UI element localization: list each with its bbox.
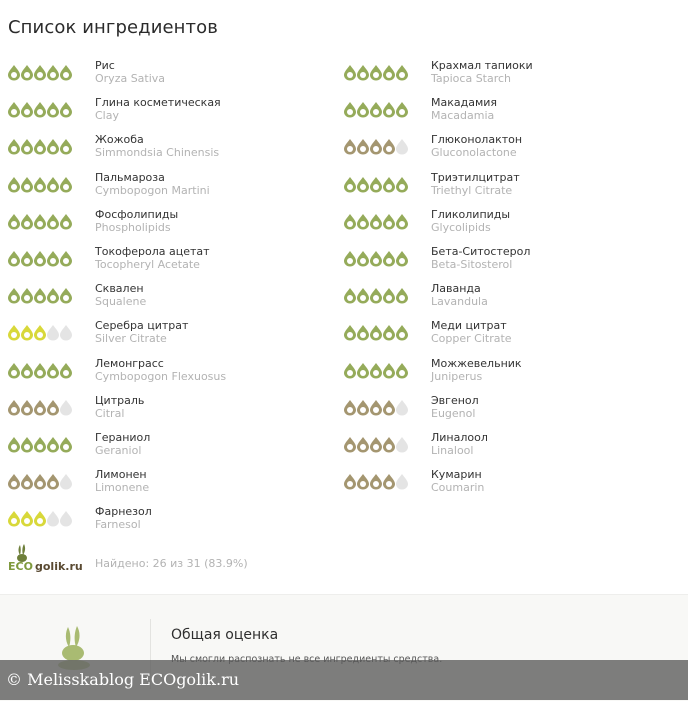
ingredient-item[interactable] [8,245,338,282]
drop-highlight [50,481,56,487]
drop-highlight [63,370,69,376]
ingredient-names [95,59,165,85]
drop-highlight [347,146,353,152]
ingredient-name-latin: Simmondsia Chinensis [95,146,220,160]
drop-highlight [11,332,17,338]
safety-rating [344,250,408,267]
ingredient-item[interactable] [8,208,338,245]
ingredient-item[interactable] [8,96,338,133]
ingredient-item[interactable] [8,59,338,96]
ingredient-name-latin: Eugenol [431,406,476,420]
ingredient-name-ru: Крахмал тапиоки [431,59,533,72]
drop-highlight [37,295,43,301]
safety-rating [344,324,408,341]
ingredient-name-latin: Phospholipids [95,220,171,234]
drop-highlight [360,109,366,115]
drop-highlight [360,221,366,227]
drop-highlight [347,481,353,487]
drop-highlight [11,184,17,190]
drop-highlight [373,444,379,450]
drop-highlight [360,184,366,190]
safety-rating [344,213,408,230]
drop-highlight [50,407,56,413]
ingredient-name-latin: Cymbopogon Martini [95,183,210,197]
drop-highlight [399,370,405,376]
ingredient-item[interactable] [344,133,674,170]
ingredient-name-ru: Линалоол [431,430,488,444]
drop-highlight [347,444,353,450]
ingredient-name-latin: Oryza Sativa [95,72,166,85]
drop-highlight [50,109,56,115]
drop-highlight [24,72,30,78]
ingredient-name-latin: Tapioca Starch [431,72,512,85]
drop-highlight [37,481,43,487]
ingredient-name-ru: Триэтилцитрат [431,170,520,184]
drop-icon [47,325,59,341]
drop-highlight [360,444,366,450]
ingredient-names [431,468,484,494]
drop-highlight [347,221,353,227]
drop-highlight [63,444,69,450]
drop-highlight [24,332,30,338]
drop-highlight [360,258,366,264]
ingredient-name-latin: Macadamia [431,109,495,123]
drop-highlight [386,481,392,487]
drop-highlight [50,258,56,264]
safety-rating [8,287,72,304]
ingredient-names [95,133,219,159]
svg-text:golik.ru: golik.ru [35,560,83,573]
drop-highlight [399,184,405,190]
drop-highlight [63,184,69,190]
safety-rating [8,324,72,341]
safety-rating [8,250,72,267]
ingredient-item[interactable] [344,431,674,468]
ingredient-names [95,468,149,494]
drop-highlight [386,295,392,301]
drop-icon [60,325,72,341]
ingredient-name-ru: Глюконолактон [431,133,523,147]
ingredient-item[interactable] [344,245,674,282]
ingredient-names [431,319,512,345]
drop-highlight [37,518,43,524]
ingredient-item[interactable] [344,282,674,319]
drop-highlight [11,258,17,264]
safety-rating [344,176,408,193]
ingredient-name-latin: Juniperus [431,369,483,383]
ingredient-name-latin: Farnesol [95,518,141,532]
ingredients-column-left [8,59,338,542]
drop-highlight [373,258,379,264]
ingredient-item[interactable] [8,282,338,319]
ingredients-column-right [344,59,674,505]
ingredient-item[interactable] [8,357,338,394]
ingredient-item[interactable] [8,394,338,431]
drop-highlight [386,332,392,338]
drop-highlight [37,72,43,78]
ingredient-item[interactable] [8,431,338,468]
drop-highlight [63,258,69,264]
ingredient-names [431,357,522,383]
drop-highlight [37,146,43,152]
drop-highlight [386,221,392,227]
ingredient-name-ru: Глина косметическая [95,96,221,110]
ingredient-names [431,394,479,420]
results-footer [8,543,338,573]
drop-highlight [11,109,17,115]
drop-highlight [63,146,69,152]
ingredient-name-ru: Можжевельник [431,356,522,370]
ingredient-names [431,245,530,271]
safety-rating [8,64,72,81]
ingredient-names [95,319,188,345]
drop-highlight [24,184,30,190]
ingredient-name-ru: Фарнезол [95,505,152,519]
drop-highlight [373,184,379,190]
svg-text:ECO: ECO [8,560,33,573]
drop-highlight [50,146,56,152]
drop-highlight [50,72,56,78]
drop-highlight [373,407,379,413]
ingredient-item[interactable] [8,505,338,542]
ingredient-item[interactable] [344,468,674,505]
ingredient-name-latin: Lavandula [431,295,488,309]
drop-highlight [11,146,17,152]
ingredient-name-ru: Лимонен [95,468,147,482]
drop-highlight [386,72,392,78]
ingredient-names [95,505,152,531]
ingredient-name-ru: Рис [95,59,115,72]
ingredient-name-latin: Limonene [95,481,150,495]
drop-highlight [37,109,43,115]
drop-highlight [11,481,17,487]
drop-highlight [386,407,392,413]
drop-highlight [347,72,353,78]
ingredient-name-latin: Cymbopogon Flexuosus [95,369,227,383]
drop-highlight [373,481,379,487]
ingredient-names [431,282,488,308]
ingredient-name-ru: Серебра цитрат [95,319,189,333]
drop-highlight [11,295,17,301]
drop-icon [60,511,72,527]
ingredient-names [431,431,488,457]
safety-rating [344,287,408,304]
ingredient-item[interactable] [344,171,674,208]
ingredient-name-latin: Clay [95,109,119,123]
drop-highlight [50,444,56,450]
drop-highlight [399,221,405,227]
drop-highlight [37,444,43,450]
ingredient-names [95,96,221,122]
drop-highlight [373,109,379,115]
safety-rating [344,101,408,118]
drop-highlight [24,109,30,115]
ingredient-item[interactable] [8,133,338,170]
drop-highlight [11,518,17,524]
ingredient-item[interactable] [344,357,674,394]
ingredient-names [431,59,533,85]
ingredient-name-ru: Сквален [95,282,144,296]
ingredient-name-latin: Geraniol [95,443,142,457]
drop-highlight [37,221,43,227]
ingredient-name-ru: Меди цитрат [431,319,507,333]
watermark-text: © Melisskablog ECOgolik.ru [6,670,240,689]
drop-icon [396,437,408,453]
drop-highlight [347,332,353,338]
ingredient-item[interactable] [8,319,338,356]
drop-highlight [11,407,17,413]
drop-highlight [373,221,379,227]
drop-highlight [360,295,366,301]
ingredient-names [95,431,150,457]
safety-rating [344,362,408,379]
ingredient-name-latin: Beta-Sitosterol [431,257,513,271]
safety-rating [8,399,72,416]
drop-highlight [399,332,405,338]
drop-icon [60,474,72,490]
drop-highlight [399,295,405,301]
drop-highlight [37,332,43,338]
drop-highlight [386,146,392,152]
drop-highlight [373,332,379,338]
ingredient-name-ru: Эвгенол [431,393,479,407]
ingredient-item[interactable] [344,96,674,133]
drop-highlight [373,72,379,78]
ingredient-name-ru: Токоферола ацетат [95,244,210,258]
summary-title: Общая оценка [171,627,279,643]
found-count: Найдено: 26 из 31 (83.9%) [95,557,248,570]
drop-highlight [24,146,30,152]
ingredient-name-ru: Макадамия [431,96,498,110]
safety-rating [8,473,72,490]
drop-icon [396,474,408,490]
drop-highlight [399,72,405,78]
ingredient-name-ru: Гликолипиды [431,207,511,221]
ingredient-names [431,96,497,122]
drop-highlight [24,258,30,264]
drop-highlight [347,109,353,115]
ingredient-names [95,282,146,308]
drop-highlight [24,518,30,524]
safety-rating [344,64,408,81]
ingredient-names [95,394,144,420]
ingredient-name-ru: Фосфолипиды [95,207,179,221]
ingredient-name-ru: Лаванда [431,282,481,296]
drop-highlight [360,407,366,413]
ingredient-name-ru: Бета-Ситостерол [431,244,531,258]
safety-rating [344,138,408,155]
drop-highlight [37,407,43,413]
ingredient-names [431,133,522,159]
drop-highlight [386,370,392,376]
drop-highlight [24,370,30,376]
ingredient-names [431,171,520,197]
drop-highlight [347,370,353,376]
ingredient-item[interactable] [8,171,338,208]
drop-highlight [24,444,30,450]
safety-rating [8,138,72,155]
drop-highlight [347,258,353,264]
drop-highlight [373,370,379,376]
ingredient-name-latin: Silver Citrate [95,332,167,346]
safety-rating [8,213,72,230]
ingredient-name-ru: Жожоба [95,133,144,147]
ingredient-name-ru: Цитраль [95,393,145,407]
ingredient-item[interactable] [344,319,674,356]
ingredient-name-latin: Tocopheryl Acetate [95,257,200,271]
ingredient-item[interactable] [344,208,674,245]
drop-highlight [347,295,353,301]
drop-highlight [360,481,366,487]
drop-highlight [11,370,17,376]
ingredient-name-latin: Triethyl Citrate [431,183,513,197]
drop-icon [396,139,408,155]
ingredient-names [95,357,226,383]
ingredient-name-latin: Gluconolactone [431,146,517,160]
drop-highlight [11,72,17,78]
drop-highlight [11,221,17,227]
drop-highlight [50,221,56,227]
drop-highlight [24,481,30,487]
drop-icon [47,511,59,527]
drop-icon [60,400,72,416]
drop-highlight [50,295,56,301]
ingredient-name-ru: Лемонграсс [95,356,164,370]
drop-highlight [37,184,43,190]
ingredient-names [95,245,210,271]
ingredient-name-ru: Кумарин [431,468,482,482]
drop-highlight [63,72,69,78]
drop-highlight [24,295,30,301]
drop-highlight [347,184,353,190]
drop-highlight [386,444,392,450]
ingredient-item[interactable] [8,468,338,505]
ingredient-name-ru: Гераниол [95,430,151,444]
drop-highlight [11,444,17,450]
drop-highlight [399,109,405,115]
drop-highlight [24,407,30,413]
ingredient-name-latin: Linalool [431,443,474,457]
drop-highlight [360,332,366,338]
ingredient-names [431,208,510,234]
drop-highlight [360,146,366,152]
ingredient-name-latin: Copper Citrate [431,332,512,346]
ingredient-item[interactable] [344,59,674,96]
safety-rating [344,473,408,490]
drop-highlight [386,109,392,115]
drop-highlight [24,221,30,227]
safety-rating [8,176,72,193]
drop-highlight [373,146,379,152]
drop-highlight [50,184,56,190]
drop-highlight [37,258,43,264]
drop-highlight [63,109,69,115]
safety-rating [8,362,72,379]
ingredient-name-latin: Glycolipids [431,220,491,234]
drop-highlight [373,295,379,301]
drop-highlight [386,258,392,264]
drop-highlight [360,72,366,78]
drop-highlight [347,407,353,413]
watermark-bar [0,660,688,700]
drop-highlight [399,258,405,264]
ingredient-name-latin: Squalene [95,295,147,309]
drop-highlight [37,370,43,376]
drop-highlight [63,221,69,227]
ingredient-name-ru: Пальмароза [95,170,165,184]
drop-highlight [386,184,392,190]
safety-rating [8,101,72,118]
safety-rating [8,436,72,453]
drop-highlight [50,370,56,376]
ingredient-name-latin: Coumarin [431,481,485,495]
drop-highlight [360,370,366,376]
drop-highlight [63,295,69,301]
ingredient-item[interactable] [344,394,674,431]
safety-rating [344,399,408,416]
ingredient-names [95,208,178,234]
drop-icon [396,400,408,416]
safety-rating [8,510,72,527]
page-title: Список ингредиентов [8,17,218,38]
ingredient-names [95,171,210,197]
ecogolik-logo[interactable] [8,543,84,573]
safety-rating [344,436,408,453]
ingredient-name-latin: Citral [95,406,125,420]
